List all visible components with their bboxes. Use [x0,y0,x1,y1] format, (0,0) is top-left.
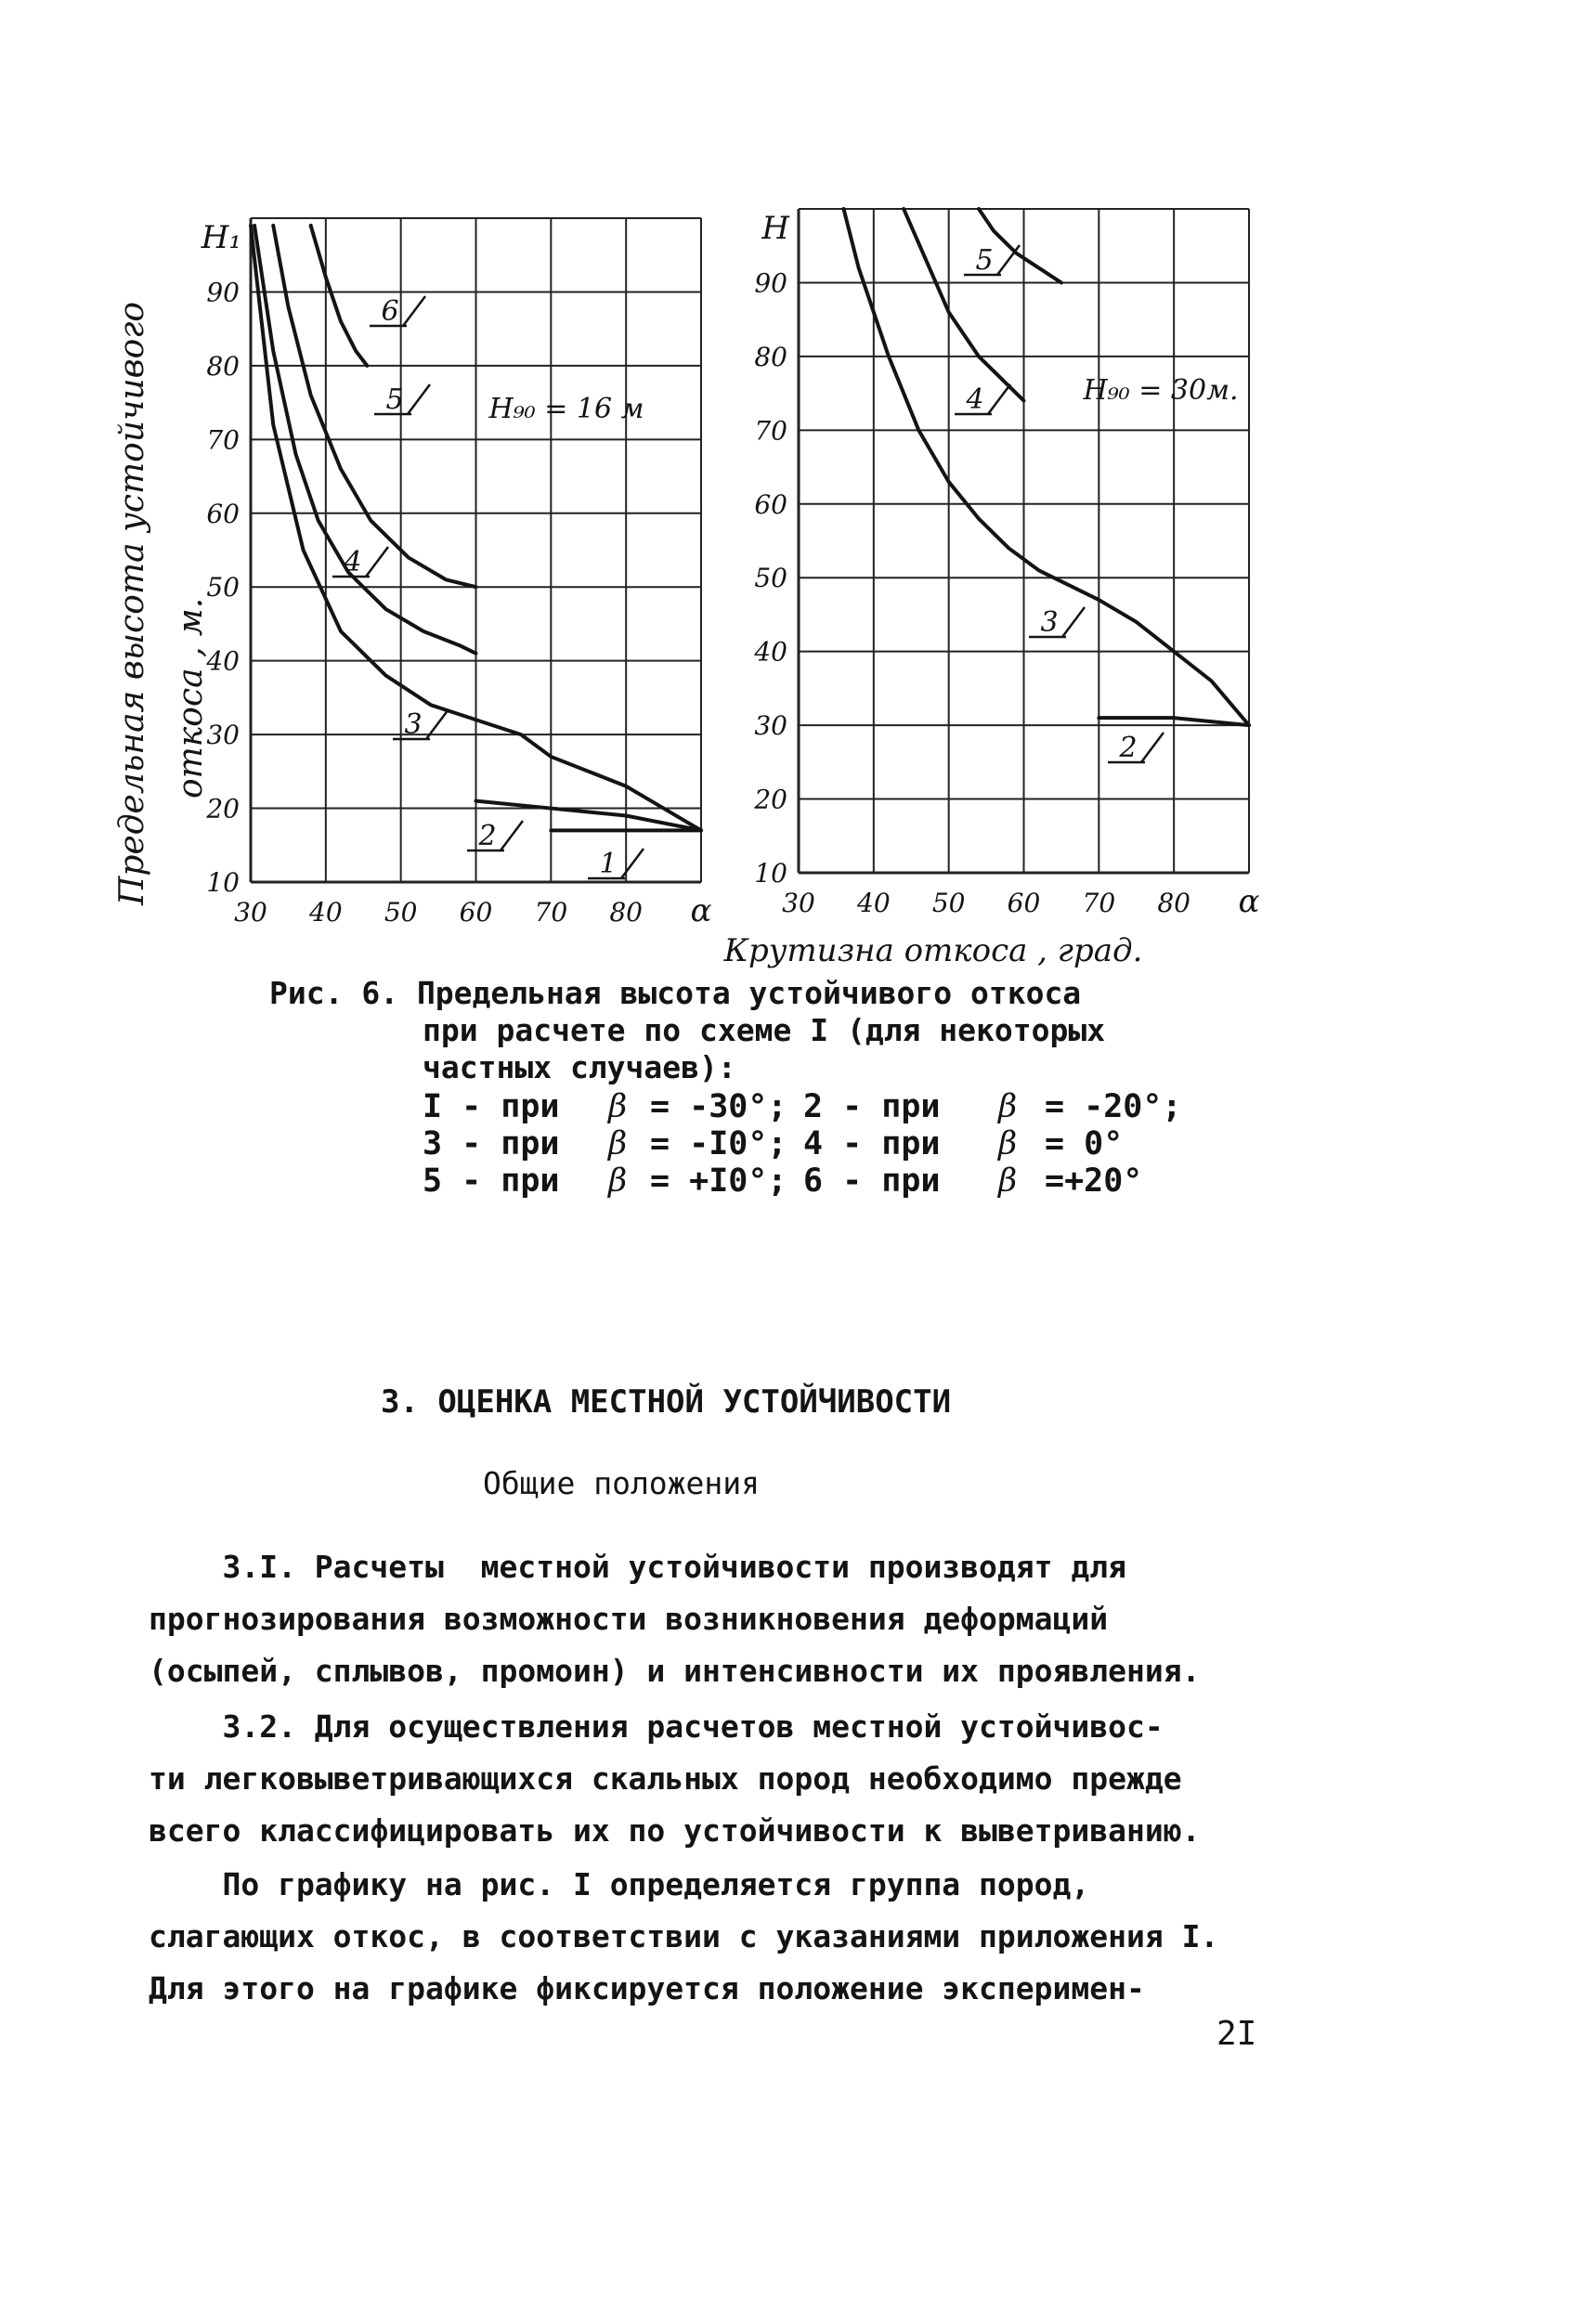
chart-annotation: H₉₀ = 30м. [1083,374,1239,407]
paragraph-line: 3.I. Расчеты местной устойчивости производят для [149,1549,1126,1585]
legend-value: = +I0°; [650,1162,787,1200]
series-line-6 [311,226,368,366]
beta-symbol: β [998,1162,1018,1200]
series-label-leader [1141,733,1164,762]
series-label: 2 [478,820,497,852]
series-label-leader [988,384,1010,414]
legend-num: 4 - при [803,1125,941,1162]
caption-line: Рис. 6. Предельная высота устойчивого откоса [269,975,1082,1011]
legend-num: 2 - при [803,1088,941,1125]
y-tick-label: 20 [754,784,787,815]
y-tick-label: 10 [206,867,240,898]
y-axis-label-line2: откоса , м. [172,597,210,798]
y-tick-label: 30 [206,720,240,751]
paragraph-line: По графику на рис. I определяется группа пород, [149,1866,1090,1902]
legend-value: = -30°; [650,1088,787,1125]
y-tick-label: 70 [754,415,787,447]
y-tick-label: 40 [206,645,240,677]
y-tick-label: 80 [206,350,240,382]
y-tick-label: 30 [754,710,787,742]
x-tick-label: 30 [782,888,815,918]
series-line-4 [904,209,1023,401]
x-tick-label: 40 [857,888,891,918]
legend-value: =+20° [1045,1162,1143,1200]
series-label-leader [366,547,388,577]
x-tick-label: 30 [234,897,267,928]
section-title: 3. ОЦЕНКА МЕСТНОЙ УСТОЙЧИВОСТИ [381,1383,952,1421]
x-tick-label: 70 [534,897,568,928]
series-label: 3 [404,708,423,741]
series-line-5 [273,226,475,587]
y-tick-label: 60 [754,488,787,520]
y-tick-label: 20 [206,793,240,824]
legend-num: 3 - при [423,1125,560,1162]
series-label: 5 [975,244,994,277]
y-axis-top-label: H [761,210,789,247]
series-label: 5 [385,383,404,416]
x-axis-label: Крутизна откоса , град. [723,932,1143,969]
y-tick-label: 40 [754,636,787,668]
x-tick-label: 80 [1157,888,1190,918]
series-label: 2 [1119,732,1138,764]
x-tick-label: 70 [1082,888,1116,918]
chart-annotation: H₉₀ = 16 м [488,393,644,425]
y-tick-label: 70 [206,424,240,456]
series-label: 6 [381,295,399,328]
figure-caption [269,975,1337,1086]
figure-6 [0,0,1587,1003]
x-tick-label: 60 [459,897,493,928]
x-tick-label: 50 [384,897,418,928]
y-tick-label: 80 [754,341,787,372]
paragraph-line: Для этого на графике фиксируется положение эксперимен- [149,1970,1145,2006]
y-tick-label: 50 [754,563,787,594]
series-label-leader [403,296,425,326]
legend-value: = -20°; [1045,1088,1182,1125]
paragraph-line: всего классифицировать их по устойчивости к выветриванию. [149,1812,1201,1849]
y-tick-label: 90 [206,277,240,308]
beta-symbol: β [608,1162,628,1200]
page-number: 2I [1216,2015,1257,2053]
series-label: 3 [1040,606,1059,639]
series-label-leader [1062,607,1085,637]
series-label: 4 [966,383,984,416]
series-label: 4 [344,546,362,578]
x-tick-label: 60 [1007,888,1041,918]
legend-value: = 0° [1045,1125,1124,1162]
series-label-leader [621,849,644,878]
paragraph-line: слагающих откос, в соответствии с указаниями приложения I. [149,1918,1219,1954]
y-tick-label: 10 [754,858,787,889]
beta-symbol: β [998,1088,1018,1125]
chart-svg [0,0,1587,1003]
paragraph-line: 3.2. Для осуществления расчетов местной устойчивос- [149,1708,1164,1745]
y-axis-top-label: H₁ [201,219,241,256]
caption-line: частных случаев): [423,1049,736,1085]
paragraph-line: (осыпей, сплывов, промоин) и интенсивности их проявления. [149,1653,1201,1689]
x-tick-label: 40 [309,897,343,928]
subsection-title: Общие положения [483,1465,761,1501]
legend-num: I - при [423,1088,560,1125]
y-tick-label: 60 [206,498,240,529]
beta-symbol: β [998,1125,1018,1162]
series-line-2 [476,801,702,831]
beta-symbol: β [608,1125,628,1162]
legend-num: 6 - при [803,1162,941,1200]
y-tick-label: 50 [206,572,240,604]
series-label-leader [997,245,1020,275]
beta-symbol: β [608,1088,628,1125]
y-axis-label-line1: Предельная высота устойчивого [113,301,151,905]
legend-value: = -I0°; [650,1125,787,1162]
x-tick-label: 50 [931,888,966,918]
series-label: 1 [599,848,618,880]
paragraph-line: ти легковыветривающихся скальных пород необходимо прежде [149,1760,1182,1797]
legend-num: 5 - при [423,1162,560,1200]
x-axis-symbol: α [1238,883,1260,920]
paragraph-line: прогнозирования возможности возникновения деформаций [149,1601,1109,1637]
x-axis-symbol: α [690,892,712,929]
series-line-3 [844,209,1250,725]
series-label-leader [501,821,523,850]
y-tick-label: 90 [754,267,787,299]
x-tick-label: 80 [609,897,643,928]
series-label-leader [408,384,430,414]
caption-line: при расчете по схеме I (для некоторых [423,1012,1106,1048]
